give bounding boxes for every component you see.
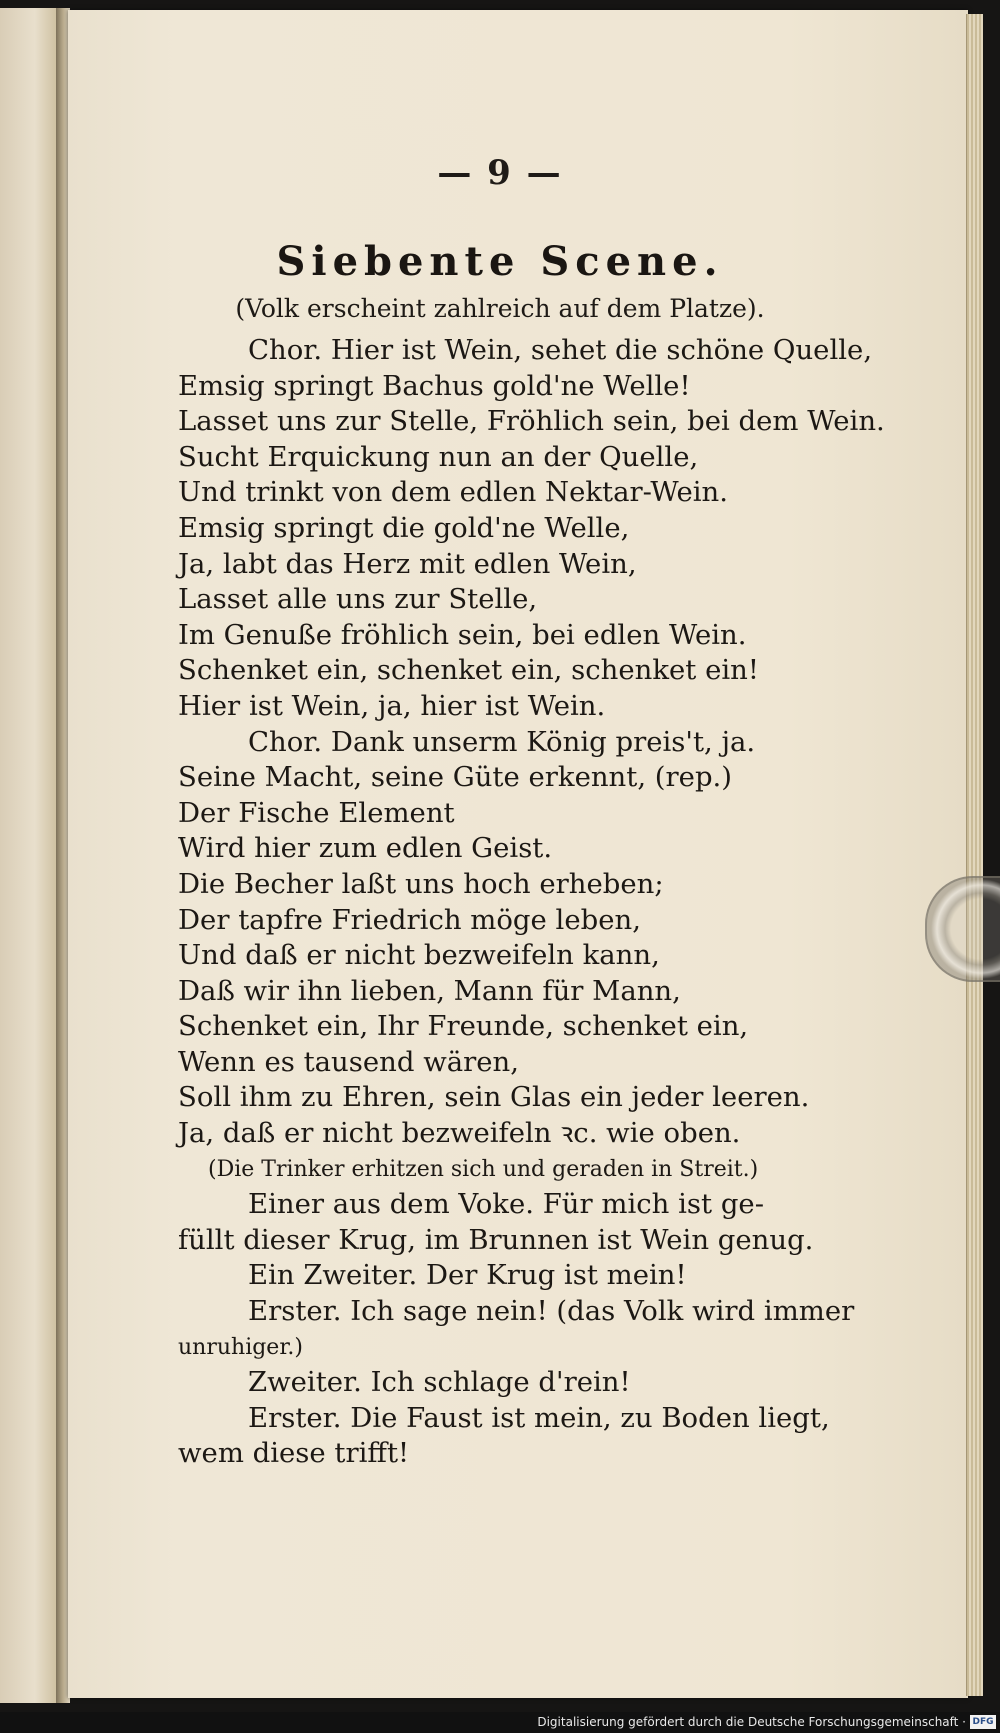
text-line: Erster. Die Faust ist mein, zu Boden liegt,	[248, 1401, 830, 1434]
text-line: Seine Macht, seine Güte erkennt, (rep.)	[178, 761, 733, 794]
text-line: Ja, daß er nicht bezweifeln ꝛc. wie oben.	[178, 1117, 741, 1150]
body-text	[178, 333, 885, 1472]
text-line: Lasset uns zur Stelle, Fröhlich sein, bei dem Wein.	[178, 405, 885, 438]
text-line: Schenket ein, schenket ein, schenket ein!	[178, 654, 759, 687]
text-line: unruhiger.)	[178, 1334, 304, 1360]
text-line: Ja, labt das Herz mit edlen Wein,	[178, 547, 637, 580]
text-line: wem diese trifft!	[178, 1437, 410, 1470]
text-line: füllt dieser Krug, im Brunnen ist Wein genug.	[178, 1223, 814, 1256]
text-line: Lasset alle uns zur Stelle,	[178, 583, 538, 616]
stage-direction: (Volk erscheint zahlreich auf dem Platze).	[235, 294, 765, 323]
scene-title: Siebente Scene.	[276, 238, 724, 285]
text-line: Einer aus dem Voke. Für mich ist ge-	[248, 1188, 764, 1221]
text-line: Ein Zweiter. Der Krug ist mein!	[248, 1259, 687, 1292]
text-line: Zweiter. Ich schlage d'rein!	[248, 1366, 631, 1399]
text-line: Wird hier zum edlen Geist.	[178, 832, 553, 865]
dfg-logo-icon: DFG	[970, 1715, 996, 1729]
text-line: Chor. Dank unserm König preis't, ja.	[248, 725, 756, 758]
text-line: Im Genuße fröhlich sein, bei edlen Wein.	[178, 618, 747, 651]
page-number: — 9 —	[437, 153, 563, 193]
text-line: Hier ist Wein, ja, hier ist Wein.	[178, 689, 606, 722]
text-line: Der Fische Element	[178, 796, 455, 829]
text-line: Emsig springt Bachus gold'ne Welle!	[178, 369, 691, 402]
text-line: Schenket ein, Ihr Freunde, schenket ein,	[178, 1010, 749, 1043]
text-line: Wenn es tausend wären,	[178, 1045, 519, 1078]
text-line: Daß wir ihn lieben, Mann für Mann,	[178, 974, 681, 1007]
text-line: Die Becher laßt uns hoch erheben;	[178, 867, 664, 900]
text-line: Und daß er nicht bezweifeln kann,	[178, 939, 660, 972]
text-line: Und trinkt von dem edlen Nektar-Wein.	[178, 476, 728, 509]
text-line: Chor. Hier ist Wein, sehet die schöne Quelle,	[248, 334, 873, 366]
text-line: (Die Trinker erhitzen sich und geraden in Streit.)	[208, 1156, 759, 1182]
text-line: Sucht Erquickung nun an der Quelle,	[178, 440, 699, 473]
text-line: Erster. Ich sage nein! (das Volk wird immer	[248, 1295, 855, 1328]
footer-credit: Digitalisierung gefördert durch die Deutsche Forschungsgemeinschaft ·	[537, 1715, 966, 1729]
text-line: Emsig springt die gold'ne Welle,	[178, 511, 630, 544]
text-line: Der tapfre Friedrich möge leben,	[178, 903, 641, 936]
text-line: Soll ihm zu Ehren, sein Glas ein jeder leeren.	[178, 1081, 810, 1114]
digitization-footer	[0, 1712, 1000, 1733]
